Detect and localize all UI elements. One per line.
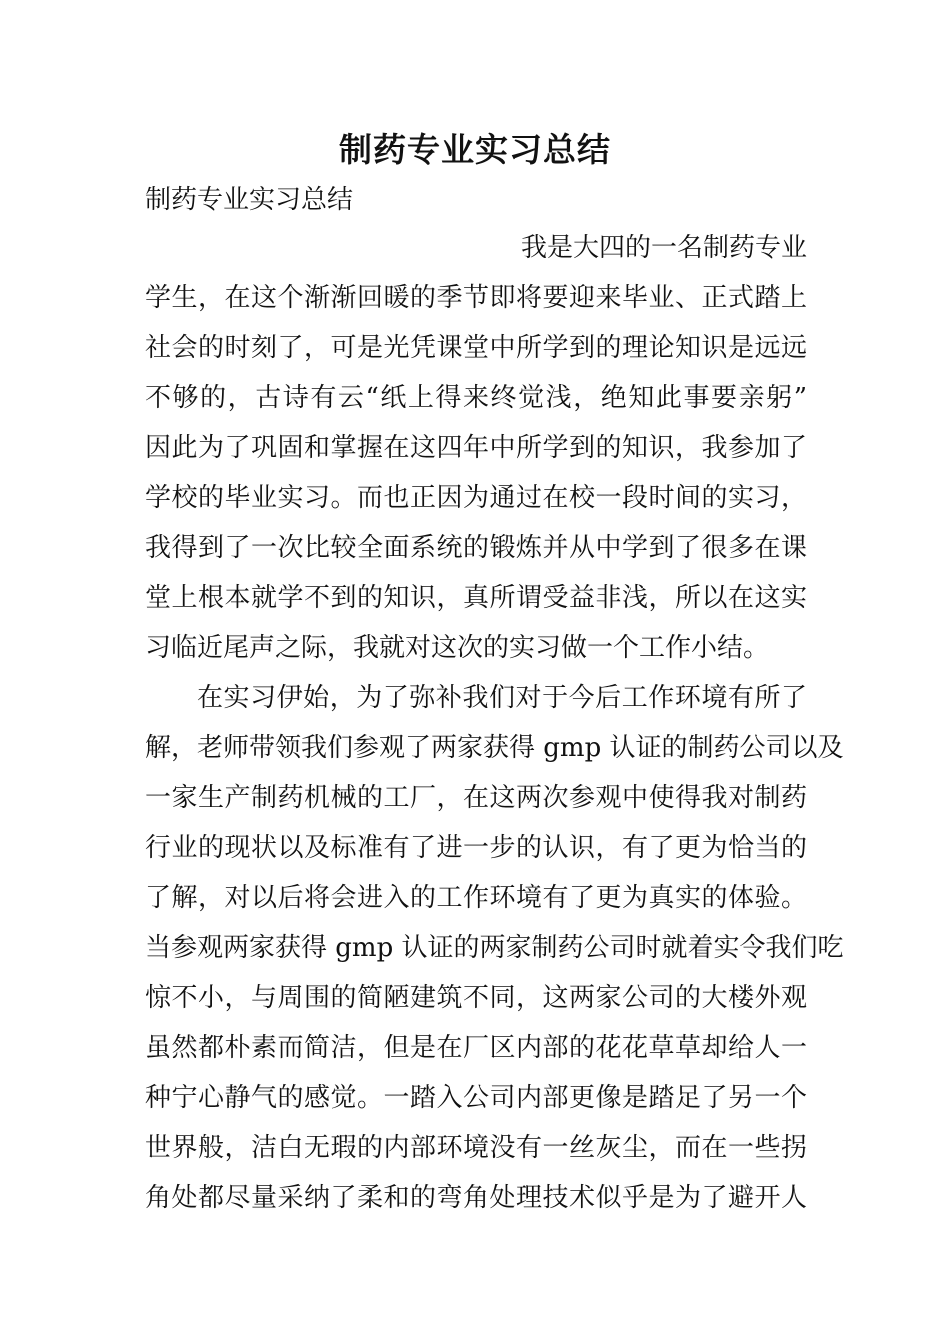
- paragraph-line: 一家生产制药机械的工厂，在这两次参观中使得我对制药: [145, 783, 807, 813]
- paragraph-line: 我得到了一次比较全面系统的锻炼并从中学到了很多在课: [145, 533, 807, 563]
- document-title: 制药专业实习总结: [339, 130, 611, 169]
- paragraph-line: 我是大四的一名制药专业: [520, 233, 807, 263]
- paragraph-line: 因此为了巩固和掌握在这四年中所学到的知识，我参加了: [145, 433, 807, 463]
- paragraph-line: 解，老师带领我们参观了两家获得 gmp 认证的制药公司以及: [145, 733, 844, 763]
- paragraph-line: 虽然都朴素而简洁，但是在厂区内部的花花草草却给人一: [145, 1033, 807, 1063]
- paragraph-line: 学校的毕业实习。而也正因为通过在校一段时间的实习，: [145, 483, 807, 513]
- paragraph-line: 行业的现状以及标准有了进一步的认识，有了更为恰当的: [145, 833, 807, 863]
- paragraph-line: 学生，在这个渐渐回暖的季节即将要迎来毕业、正式踏上: [145, 283, 807, 313]
- paragraph-line: 在实习伊始，为了弥补我们对于今后工作环境有所了: [197, 683, 807, 713]
- paragraph-line: 种宁心静气的感觉。一踏入公司内部更像是踏足了另一个: [145, 1083, 807, 1113]
- document-subtitle: 制药专业实习总结: [145, 185, 354, 215]
- paragraph-line: 习临近尾声之际，我就对这次的实习做一个工作小结。: [145, 633, 770, 663]
- paragraph-line: 社会的时刻了，可是光凭课堂中所学到的理论知识是远远: [145, 333, 807, 363]
- paragraph-line: 了解，对以后将会进入的工作环境有了更为真实的体验。: [145, 883, 807, 913]
- paragraph-line: 角处都尽量采纳了柔和的弯角处理技术似乎是为了避开人: [145, 1183, 807, 1213]
- paragraph-line: 惊不小，与周围的简陋建筑不同，这两家公司的大楼外观: [145, 983, 807, 1013]
- paragraph-line: 当参观两家获得 gmp 认证的两家制药公司时就着实令我们吃: [145, 933, 844, 963]
- paragraph-line: 世界般，洁白无瑕的内部环境没有一丝灰尘，而在一些拐: [145, 1133, 807, 1163]
- paragraph-line: 不够的，古诗有云“纸上得来终觉浅，绝知此事要亲躬”: [145, 383, 807, 413]
- paragraph-line: 堂上根本就学不到的知识，真所谓受益非浅，所以在这实: [145, 583, 807, 613]
